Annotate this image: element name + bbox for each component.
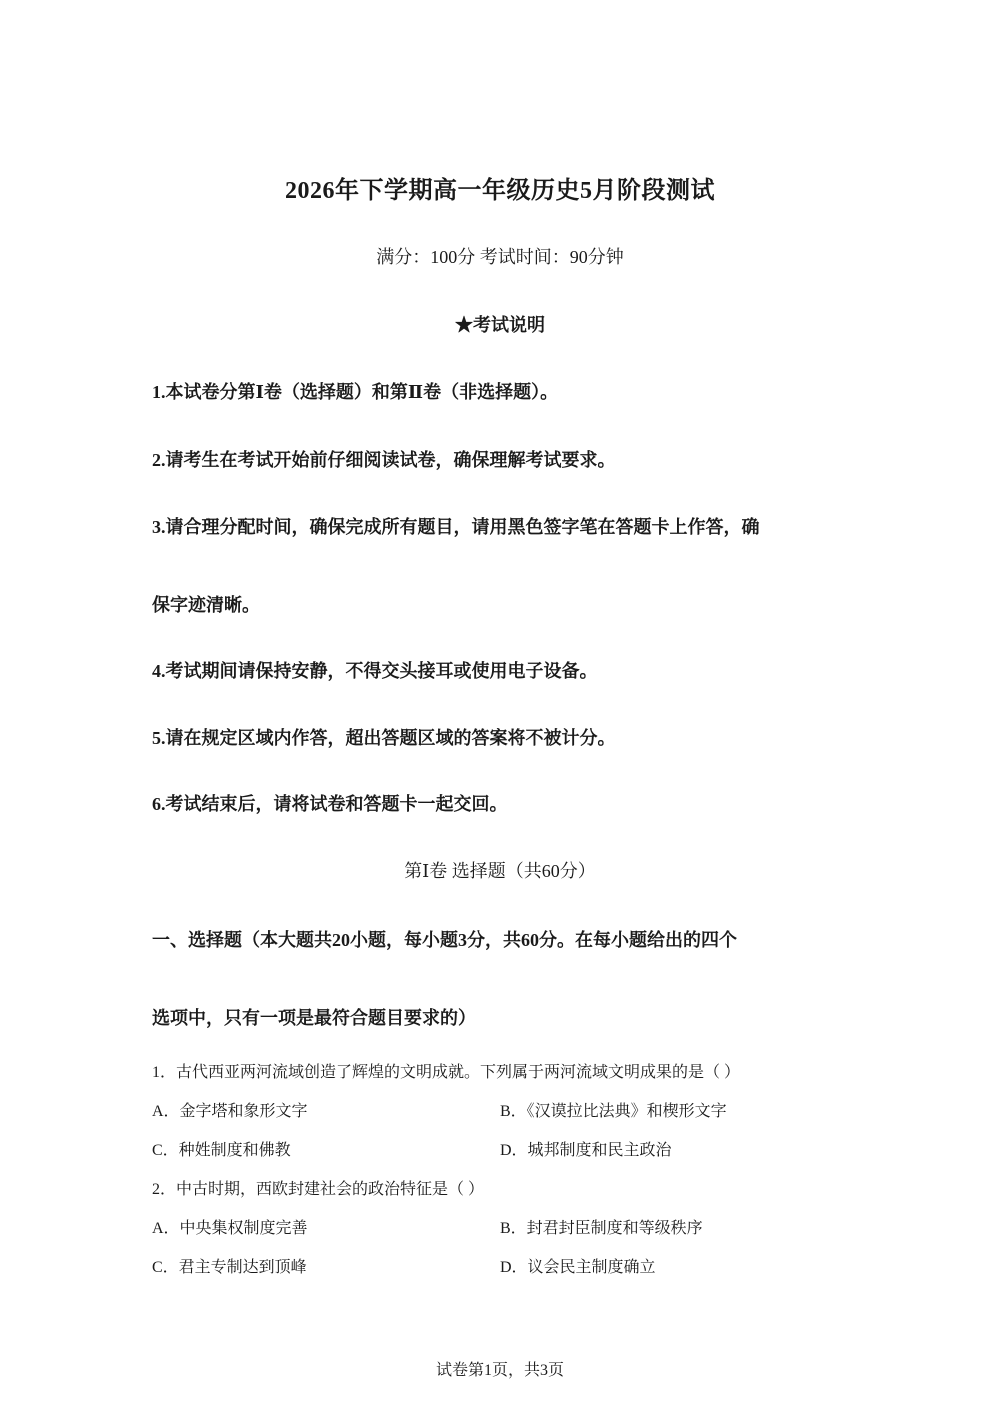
option-b: B．《汉谟拉比法典》和楔形文字: [500, 1103, 727, 1120]
exam-subtitle: 满分：100分 考试时间：90分钟: [376, 247, 624, 267]
exam-title: 2026年下学期高一年级历史5月阶段测试: [285, 178, 715, 204]
option-c: C．君主专制达到顶峰: [152, 1259, 307, 1276]
part-one-heading-continued: 选项中，只有一项是最符合题目要求的）: [152, 1008, 476, 1028]
instruction-item: 4.考试期间请保持安静，不得交头接耳或使用电子设备。: [152, 661, 598, 681]
section-title: 第Ⅰ卷 选择题（共60分）: [404, 861, 596, 881]
instruction-item-continued: 保字迹清晰。: [152, 595, 260, 615]
option-a: A．金字塔和象形文字: [152, 1103, 308, 1120]
option-b: B．封君封臣制度和等级秩序: [500, 1220, 703, 1237]
part-one-heading: 一、选择题（本大题共20小题，每小题3分，共60分。在每小题给出的四个: [152, 930, 737, 950]
instruction-item: 6.考试结束后，请将试卷和答题卡一起交回。: [152, 794, 508, 814]
option-d: D．议会民主制度确立: [500, 1259, 656, 1276]
question-stem: 1．古代西亚两河流域创造了辉煌的文明成就。下列属于两河流域文明成果的是（ ）: [152, 1064, 741, 1081]
instructions-heading: ★考试说明: [455, 315, 545, 335]
instruction-item: 5.请在规定区域内作答，超出答题区域的答案将不被计分。: [152, 728, 616, 748]
question-stem: 2．中古时期，西欧封建社会的政治特征是（ ）: [152, 1181, 485, 1198]
page-footer: 试卷第1页，共3页: [435, 1362, 564, 1379]
option-d: D．城邦制度和民主政治: [500, 1142, 672, 1159]
instruction-item: 3.请合理分配时间，确保完成所有题目，请用黑色签字笔在答题卡上作答，确: [152, 517, 760, 537]
option-c: C．种姓制度和佛教: [152, 1142, 291, 1159]
option-a: A．中央集权制度完善: [152, 1220, 308, 1237]
instruction-item: 1.本试卷分第Ⅰ卷（选择题）和第Ⅱ卷（非选择题）。: [152, 382, 559, 402]
instruction-item: 2.请考生在考试开始前仔细阅读试卷，确保理解考试要求。: [152, 450, 616, 470]
